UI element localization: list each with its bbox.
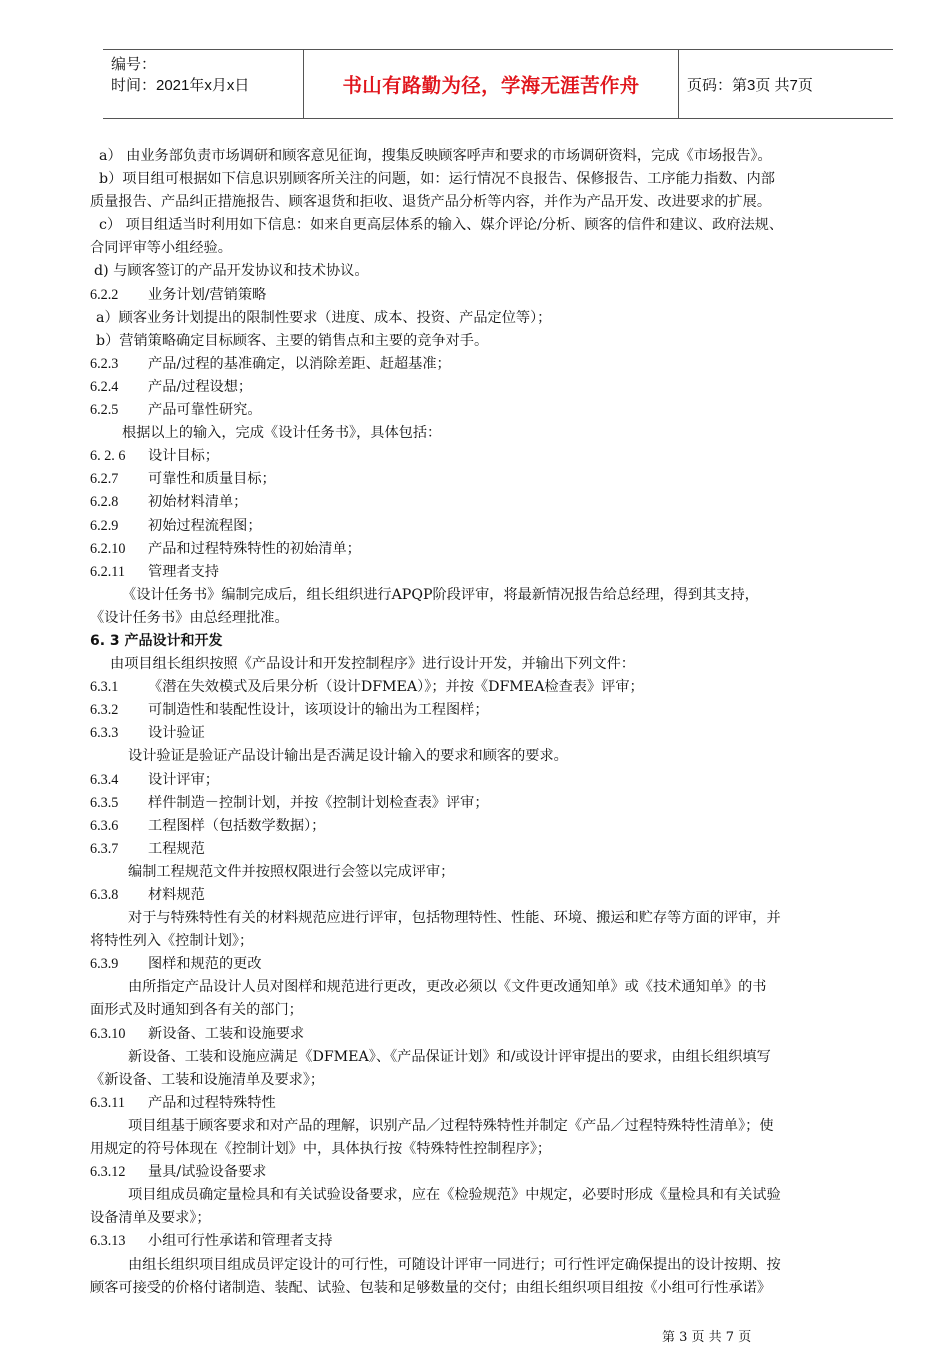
section-number: 6.3.9	[90, 956, 119, 973]
line-text: 可制造性和装配性设计，该项设计的输出为工程图样；	[148, 702, 489, 719]
document-body	[90, 145, 910, 1300]
line-text: b）营销策略确定目标顾客、主要的销售点和主要的竞争对手。	[96, 332, 489, 349]
line-text: 设备清单及要求》；	[90, 1210, 211, 1227]
paragraph-line	[90, 191, 910, 214]
section-heading	[90, 792, 910, 815]
paragraph-line	[90, 260, 910, 283]
section-heading	[90, 838, 910, 861]
document-code-label: 编号：	[111, 56, 157, 73]
line-text: 将特性列入《控制计划》；	[90, 933, 254, 950]
section-number: 6.2.8	[90, 494, 119, 511]
document-time-label: 时间：2021年x月x日	[111, 77, 250, 94]
line-text: 用规定的符号体现在《控制计划》中，具体执行按《特殊特性控制程序》；	[90, 1141, 552, 1158]
section-heading	[90, 399, 910, 422]
paragraph-line	[90, 584, 910, 607]
line-text: c） 项目组适当时利用如下信息：如来自更高层体系的输入、媒介评论/分析、顾客的信件和建议、政府法规、	[99, 217, 784, 234]
section-number: 6.3.3	[90, 725, 119, 742]
section-heading	[90, 1161, 910, 1184]
line-text: 6. 3 产品设计和开发	[90, 632, 223, 649]
line-text: 产品和过程特殊特性的初始清单；	[148, 540, 361, 557]
section-heading	[90, 676, 910, 699]
section-heading	[90, 445, 910, 468]
section-heading	[90, 515, 910, 538]
line-text: 产品可靠性研究。	[148, 402, 262, 419]
line-text: 初始过程流程图；	[148, 517, 262, 534]
section-number: 6.2.4	[90, 378, 119, 395]
line-text: 项目组成员确定量检具和有关试验设备要求，应在《检验规范》中规定，必要时形成《量检具和有关试验	[128, 1187, 781, 1204]
paragraph-line	[90, 930, 910, 953]
line-text: 产品和过程特殊特性	[148, 1094, 276, 1111]
paragraph-line	[90, 1115, 910, 1138]
line-text: b）项目组可根据如下信息识别顾客所关注的问题，如：运行情况不良报告、保修报告、工序能力指数、内部	[99, 171, 775, 188]
section-number: 6.2.9	[90, 517, 119, 534]
line-text: a） 由业务部负责市场调研和顾客意见征询，搜集反映顾客呼声和要求的市场调研资料，完成《市场报告》。	[99, 148, 772, 164]
line-text: 图样和规范的更改	[148, 956, 262, 973]
paragraph-line	[90, 907, 910, 930]
section-heading	[90, 1023, 910, 1046]
section-heading	[90, 769, 910, 792]
line-text: 《设计任务书》由总经理批准。	[90, 609, 289, 626]
paragraph-line	[90, 1138, 910, 1161]
line-text: 《新设备、工装和设施清单及要求》；	[90, 1071, 325, 1088]
line-text: 设计验证	[148, 725, 205, 742]
line-text: 管理者支持	[148, 563, 219, 580]
page-footer: 第 3 页 共 7 页	[662, 1330, 752, 1345]
line-text: 由所指定产品设计人员对图样和规范进行更改，更改必须以《文件更改通知单》或《技术通知单》的书	[128, 979, 767, 996]
paragraph-line	[90, 307, 910, 330]
paragraph-line	[90, 607, 910, 630]
section-number: 6. 2. 6	[90, 448, 126, 465]
line-text: 材料规范	[148, 887, 205, 903]
section-number: 6.3.11	[90, 1094, 125, 1111]
paragraph-line	[90, 422, 910, 445]
paragraph-line	[90, 976, 910, 999]
paragraph-line	[90, 168, 910, 191]
paragraph-line	[90, 1184, 910, 1207]
line-text: d) 与顾客签订的产品开发协议和技术协议。	[94, 263, 369, 280]
section-number: 6.3.1	[90, 679, 119, 696]
header-page-info: 页码：第3页 共7页	[687, 76, 813, 94]
paragraph-line	[90, 630, 910, 653]
line-text: 设计评审；	[148, 771, 219, 788]
line-text: 可靠性和质量目标；	[148, 471, 276, 488]
line-text: 样件制造－控制计划，并按《控制计划检查表》评审；	[148, 794, 489, 811]
header-meta-cell	[103, 50, 304, 118]
section-heading	[90, 815, 910, 838]
section-heading	[90, 468, 910, 491]
section-heading	[90, 538, 910, 561]
paragraph-line	[90, 1254, 910, 1277]
section-heading	[90, 284, 910, 307]
section-number: 6.2.5	[90, 402, 119, 419]
paragraph-line	[90, 237, 910, 260]
section-number: 6.3.2	[90, 702, 119, 719]
line-text: 业务计划/营销策略	[148, 286, 267, 303]
section-number: 6.2.2	[90, 286, 119, 303]
line-text: 产品/过程设想；	[148, 378, 253, 395]
paragraph-line	[90, 330, 910, 353]
line-text: 小组可行性承诺和管理者支持	[148, 1233, 333, 1250]
section-heading	[90, 699, 910, 722]
line-text: a）顾客业务计划提出的限制性要求（进度、成本、投资、产品定位等）；	[96, 309, 552, 326]
section-number: 6.3.5	[90, 794, 119, 811]
paragraph-line	[90, 1046, 910, 1069]
paragraph-line	[90, 1069, 910, 1092]
paragraph-line	[90, 145, 910, 168]
line-text: 工程规范	[148, 840, 205, 857]
section-number: 6.3.10	[90, 1025, 126, 1042]
page-header	[103, 49, 893, 119]
section-heading	[90, 1230, 910, 1253]
line-text: 《设计任务书》编制完成后，组长组织进行APQP阶段评审，将最新情况报告给总经理，得到其支持，	[122, 586, 759, 603]
section-heading	[90, 722, 910, 745]
line-text: 质量报告、产品纠正措施报告、顾客退货和拒收、退货产品分析等内容，并作为产品开发、改进要求的扩展。	[90, 194, 772, 211]
line-text: 合同评审等小组经验。	[90, 240, 232, 257]
line-text: 对于与特殊特性有关的材料规范应进行评审，包括物理特性、性能、环境、搬运和贮存等方面的评审，并	[128, 910, 781, 927]
paragraph-line	[90, 653, 910, 676]
section-number: 6.3.4	[90, 771, 119, 788]
section-heading	[90, 953, 910, 976]
section-number: 6.3.8	[90, 887, 119, 903]
section-number: 6.3.12	[90, 1164, 126, 1181]
section-heading	[90, 884, 910, 907]
line-text: 设计目标；	[148, 448, 219, 465]
paragraph-line	[90, 745, 910, 768]
line-text: 《潜在失效模式及后果分析（设计DFMEA）》；并按《DFMEA检查表》评审；	[148, 679, 644, 696]
section-number: 6.2.3	[90, 355, 119, 372]
section-number: 6.2.7	[90, 471, 119, 488]
section-heading	[90, 491, 910, 514]
line-text: 由项目组长组织按照《产品设计和开发控制程序》进行设计开发，并输出下列文件：	[110, 656, 635, 673]
line-text: 由组长组织项目组成员评定设计的可行性，可随设计评审一同进行；可行性评定确保提出的设计按期、按	[128, 1256, 781, 1273]
section-heading	[90, 561, 910, 584]
section-number: 6.3.6	[90, 817, 119, 834]
section-heading	[90, 1092, 910, 1115]
section-heading	[90, 353, 910, 376]
line-text: 项目组基于顾客要求和对产品的理解，识别产品／过程特殊特性并制定《产品／过程特殊特性清单》；使	[128, 1117, 774, 1134]
paragraph-line	[90, 214, 910, 237]
line-text: 工程图样（包括数学数据）；	[148, 817, 326, 834]
paragraph-line	[90, 999, 910, 1022]
line-text: 设计验证是验证产品设计输出是否满足设计输入的要求和顾客的要求。	[128, 748, 568, 765]
line-text: 顾客可接受的价格付诸制造、装配、试验、包装和足够数量的交付；由组长组织项目组按《小组可行性承诺》	[90, 1279, 772, 1296]
line-text: 量具/试验设备要求	[148, 1164, 267, 1181]
line-text: 产品/过程的基准确定，以消除差距、赶超基准；	[148, 355, 451, 372]
line-text: 面形式及时通知到各有关的部门；	[90, 1002, 303, 1019]
paragraph-line	[90, 1277, 910, 1300]
paragraph-line	[90, 1207, 910, 1230]
line-text: 新设备、工装和设施要求	[148, 1025, 305, 1042]
line-text: 编制工程规范文件并按照权限进行会签以完成评审；	[128, 863, 455, 880]
line-text: 新设备、工装和设施应满足《DFMEA》、《产品保证计划》和/或设计评审提出的要求，由组长组织填写	[128, 1048, 771, 1065]
paragraph-line	[90, 861, 910, 884]
section-number: 6.2.10	[90, 540, 126, 557]
section-number: 6.3.7	[90, 840, 119, 857]
line-text: 初始材料清单；	[148, 494, 248, 511]
section-number: 6.3.13	[90, 1233, 126, 1250]
section-number: 6.2.11	[90, 563, 125, 580]
header-motto: 书山有路勤为径，学海无涯苦作舟	[304, 50, 679, 118]
section-heading	[90, 376, 910, 399]
line-text: 根据以上的输入，完成《设计任务书》，具体包括：	[122, 425, 442, 442]
